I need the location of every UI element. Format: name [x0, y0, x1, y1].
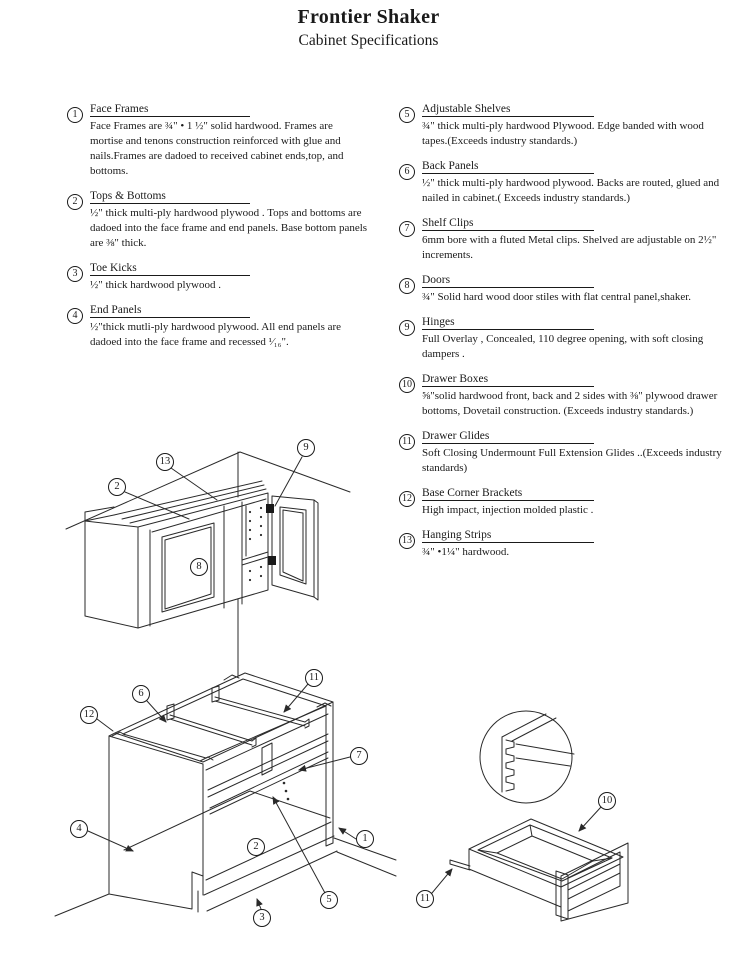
spec-number-badge: 4 — [67, 308, 83, 324]
spec-item-drawer-boxes — [402, 373, 722, 419]
spec-body: Soft Closing Undermount Full Extension Glides ..(Exceeds industry standards) — [422, 447, 722, 474]
callout-8: 8 — [190, 558, 208, 576]
drawer-box-drawing — [432, 807, 628, 921]
spec-number-badge: 7 — [399, 221, 415, 237]
spec-item-tops-bottoms — [72, 190, 368, 251]
spec-body: ¾" •1¼" hardwood. — [422, 546, 510, 558]
spec-body: High impact, injection molded plastic . — [422, 504, 594, 516]
spec-heading: Drawer Boxes — [422, 373, 594, 387]
cabinet-diagrams — [0, 430, 737, 962]
diagram-linework — [0, 430, 737, 962]
spec-body: ½" thick hardwood plywood . — [90, 279, 221, 291]
spec-body: ½" thick multi-ply hardwood plywood. Backs are routed, glued and nailed in cabinet.( Exceeds industry standards.) — [422, 177, 720, 204]
callout-4: 4 — [70, 820, 88, 838]
spec-heading: Doors — [422, 274, 594, 288]
spec-number-badge: 11 — [399, 434, 415, 450]
callout-11: 11 — [305, 669, 323, 687]
callout-5: 5 — [320, 891, 338, 909]
spec-heading: Hinges — [422, 316, 594, 330]
base-cabinet-drawing — [55, 673, 396, 916]
spec-heading: End Panels — [90, 304, 250, 318]
spec-number-badge: 8 — [399, 278, 415, 294]
callout-2-base: 2 — [247, 838, 265, 856]
spec-number-badge: 9 — [399, 320, 415, 336]
callout-1: 1 — [356, 830, 374, 848]
spec-heading: Tops & Bottoms — [90, 190, 250, 204]
callout-10: 10 — [598, 792, 616, 810]
spec-heading: Back Panels — [422, 160, 594, 174]
spec-item-end-panels — [72, 304, 368, 350]
dovetail-detail-drawing — [480, 711, 574, 803]
spec-heading: Toe Kicks — [90, 262, 250, 276]
spec-item-adjustable-shelves — [404, 103, 722, 149]
spec-body: ½" thick multi-ply hardwood plywood . Tops and bottoms are dadoed into the face frame and end panels. Base bottom panels are ⅜" thick. — [90, 207, 368, 249]
spec-body: Face Frames are ¾" • 1 ½" solid hardwood. Frames are mortise and tenons construction reinforced with glue and nails.Frames are dadoed to received cabinet ends,top, and bottoms. — [90, 120, 344, 177]
spec-item-toe-kicks — [72, 262, 368, 293]
page-title: Frontier Shaker — [297, 6, 440, 28]
callout-2: 2 — [108, 478, 126, 496]
callout-7: 7 — [350, 747, 368, 765]
callout-11-drawer: 11 — [416, 890, 434, 908]
spec-number-badge: 6 — [399, 164, 415, 180]
spec-body: Full Overlay , Concealed, 110 degree opening, with soft closing dampers . — [422, 333, 704, 360]
spec-item-face-frames — [72, 103, 368, 179]
spec-body: ¾" thick multi-ply hardwood Plywood. Edge banded with wood tapes.(Exceeds industry standards.) — [422, 120, 704, 147]
callout-9: 9 — [297, 439, 315, 457]
spec-number-badge: 12 — [399, 491, 415, 507]
spec-number-badge: 2 — [67, 194, 83, 210]
spec-item-shelf-clips — [404, 217, 722, 263]
spec-heading: Adjustable Shelves — [422, 103, 594, 117]
spec-body: ½"thick mutli-ply hardwood plywood. All end panels are dadoed into the face frame and recessed ¹⁄₁₆". — [90, 321, 342, 348]
spec-heading: Drawer Glides — [422, 430, 594, 444]
callout-6: 6 — [132, 685, 150, 703]
spec-heading: Hanging Strips — [422, 529, 594, 543]
spec-number-badge: 1 — [67, 107, 83, 123]
spec-number-badge: 5 — [399, 107, 415, 123]
spec-number-badge: 3 — [67, 266, 83, 282]
spec-item-doors — [404, 274, 722, 305]
spec-item-back-panels — [404, 160, 722, 206]
spec-item-hinges — [404, 316, 722, 362]
spec-number-badge: 10 — [399, 377, 415, 393]
spec-body: 6mm bore with a fluted Metal clips. Shelved are adjustable on 2½" increments. — [422, 234, 717, 261]
callout-13: 13 — [156, 453, 174, 471]
spec-heading: Face Frames — [90, 103, 250, 117]
spec-body: ¾" Solid hard wood door stiles with flat central panel,shaker. — [422, 291, 692, 303]
spec-heading: Base Corner Brackets — [422, 487, 594, 501]
page-subtitle: Cabinet Specifications — [298, 32, 439, 49]
callout-12: 12 — [80, 706, 98, 724]
spec-column-left — [72, 103, 368, 361]
spec-heading: Shelf Clips — [422, 217, 594, 231]
spec-body: ⅝"solid hardwood front, back and 2 sides with ⅜" plywood drawer bottoms, Dovetail construction. (Exceeds industry standards.) — [422, 390, 718, 417]
callout-3: 3 — [253, 909, 271, 927]
spec-number-badge: 13 — [399, 533, 415, 549]
